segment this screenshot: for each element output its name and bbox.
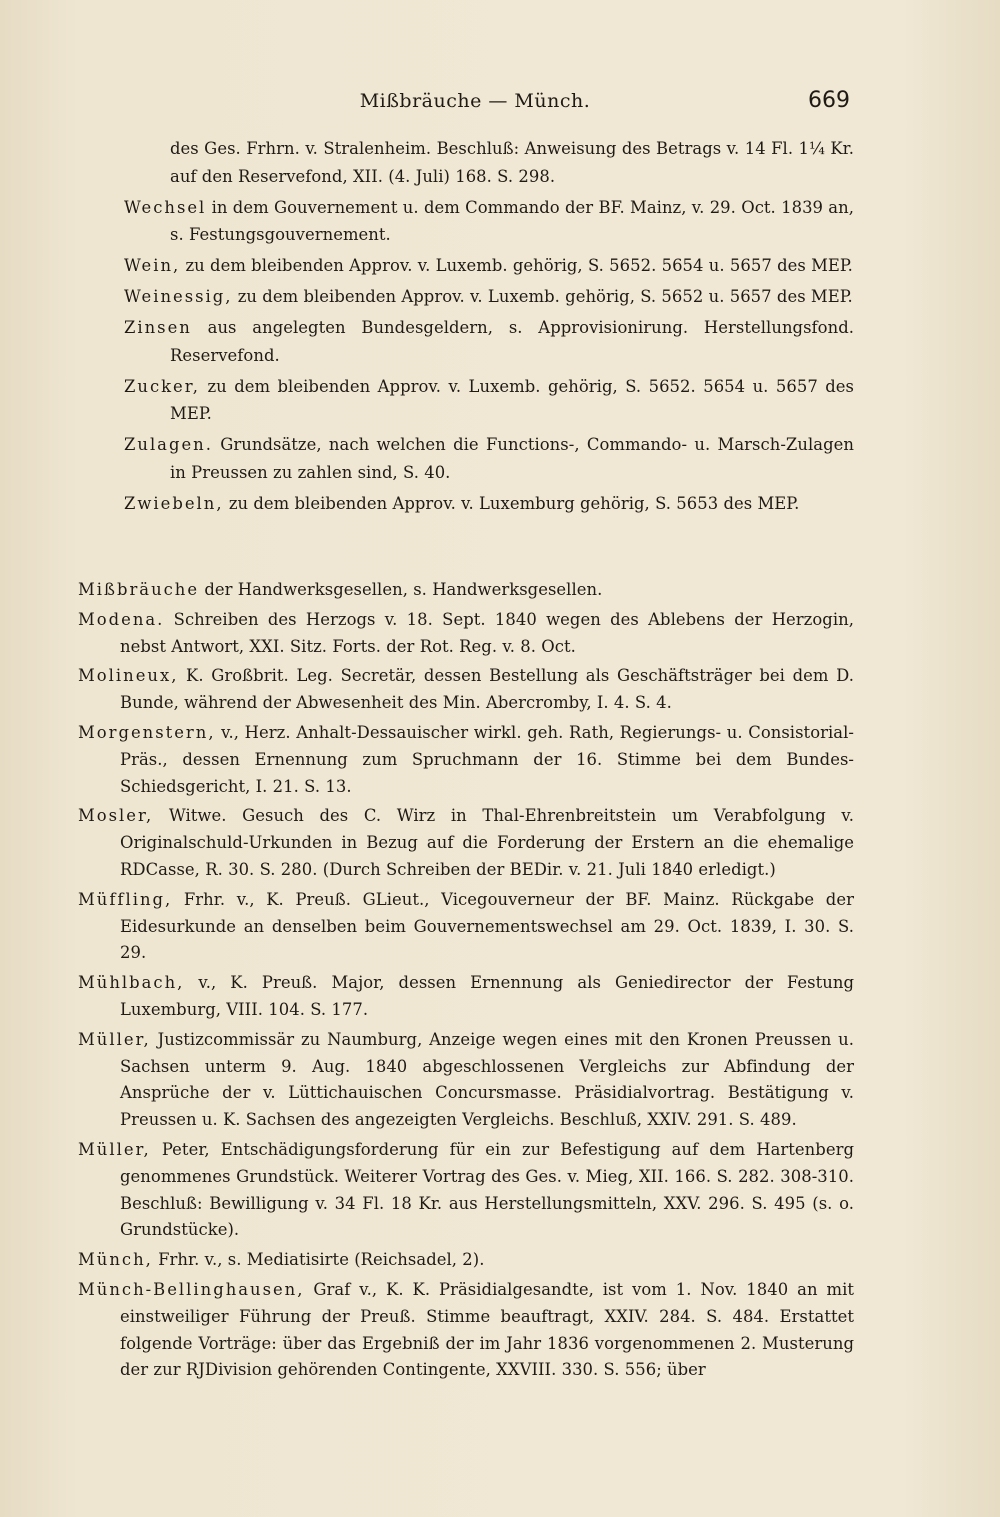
index-entry (78, 887, 854, 967)
index-entry (78, 1027, 854, 1134)
entry-head: Müller, (78, 1029, 151, 1049)
entry-head: Molineux, (78, 666, 179, 686)
entry-head: Zulagen. (124, 435, 213, 454)
entry-text: zu dem bleibenden Approv. v. Luxemb. gehörig, S. 5652. 5654 u. 5657 des MEP. (170, 376, 854, 423)
entry-text: Peter, Entschädigungsforderung für ein zur Befestigung auf dem Hartenberg genommenes Grundstück. Weiterer Vortrag des Ges. v. Mieg, XII. 166. S. 282. 308-310. Beschluß: Bewilligung v. 34 Fl. 18 Kr. aus Herstellungsmitteln, XXV. 296. S. 495 (s. o. Grundstücke). (120, 1139, 854, 1240)
index-entry (78, 252, 854, 280)
entry-head: Müller, (78, 1139, 151, 1159)
page-number: 669 (808, 88, 850, 113)
index-entry (78, 1137, 854, 1244)
index-entry (78, 803, 854, 883)
index-section-continued (78, 135, 854, 521)
index-entry (78, 663, 854, 717)
entry-head: Müffling, (78, 889, 173, 909)
running-head (0, 88, 1000, 128)
index-entry (78, 431, 854, 486)
index-section-m (78, 577, 854, 1387)
entry-text: zu dem bleibenden Approv. v. Luxemb. gehörig, S. 5652 u. 5657 des MEP. (232, 287, 853, 306)
entry-text: zu dem bleibenden Approv. v. Luxemburg gehörig, S. 5653 des MEP. (223, 493, 800, 513)
entry-head: Mosler, (78, 806, 154, 826)
entry-text: des Ges. Frhrn. v. Stralenheim. Beschluß: Anweisung des Betrags v. 14 Fl. 1¼ Kr. auf den Reservefond, XII. (4. Juli) 168. S. 298. (170, 139, 854, 186)
index-entry (78, 970, 854, 1024)
entry-text: Grundsätze, nach welchen die Functions-, Commando- u. Marsch-Zulagen in Preussen zu zahlen sind, S. 40. (170, 435, 854, 482)
entry-head: Wechsel (124, 197, 207, 217)
entry-head: Münch-Bellinghausen, (78, 1279, 305, 1299)
entry-head: Wein, (124, 256, 181, 275)
index-entry (78, 135, 854, 190)
entry-head: Zwiebeln, (124, 493, 224, 513)
entry-text: Schreiben des Herzogs v. 18. Sept. 1840 wegen des Ablebens der Herzogin, nebst Antwort, XXI. Sitz. Forts. der Rot. Reg. v. 8. Oct. (120, 609, 854, 656)
running-title: Mißbräuche — Münch. (359, 90, 591, 112)
index-entry (78, 1277, 854, 1384)
entry-head: Weinessig, (124, 287, 233, 306)
entry-text: K. Großbrit. Leg. Secretär, dessen Bestellung als Geschäftsträger bei dem D. Bunde, während der Abwesenheit des Min. Abercromby, I. 4. S. 4. (120, 666, 854, 713)
entry-head: Modena. (78, 609, 165, 629)
index-entry (78, 314, 854, 369)
entry-text: in dem Gouvernement u. dem Commando der BF. Mainz, v. 29. Oct. 1839 an, s. Festungsgouvernement. (170, 197, 854, 244)
entry-text: Frhr. v., K. Preuß. GLieut., Vicegouverneur der BF. Mainz. Rückgabe der Eidesurkunde an denselben beim Gouvernementswechsel am 29. Oct. 1839, I. 30. S. 29. (120, 889, 854, 963)
index-entry (78, 194, 854, 249)
index-entry (78, 373, 854, 428)
index-entry (78, 720, 854, 800)
entry-text: Witwe. Gesuch des C. Wirz in Thal-Ehrenbreitstein um Verabfolgung v. Originalschuld-Urkunden in Bezug auf die Forderung der Erstern an die ehemalige RDCasse, R. 30. S. 280. (Durch Schreiben der BEDir. v. 21. Juli 1840 erledigt.) (120, 806, 854, 879)
index-entry (78, 490, 854, 518)
entry-head: Zucker, (124, 376, 201, 396)
entry-head: Mißbräuche (78, 580, 200, 599)
entry-text: aus angelegten Bundesgeldern, s. Approvisionirung. Herstellungsfond. Reservefond. (170, 318, 854, 365)
entry-head: Morgenstern, (78, 722, 216, 742)
entry-text: v., K. Preuß. Major, dessen Ernennung als Geniedirector der Festung Luxemburg, VIII. 104. S. 177. (120, 973, 854, 1019)
index-entry (78, 283, 854, 311)
entry-head: Münch, (78, 1250, 153, 1270)
entry-text: Frhr. v., s. Mediatisirte (Reichsadel, 2). (152, 1250, 485, 1270)
entry-text: der Handwerksgesellen, s. Handwerksgesellen. (199, 580, 603, 599)
entry-text: Justizcommissär zu Naumburg, Anzeige wegen eines mit den Kronen Preussen u. Sachsen unterm 9. Aug. 1840 abgeschlossenen Vergleichs zur Abfindung der Ansprüche der v. Lüttichauischen Concursmasse. Präsidialvortrag. Bestätigung v. Preussen u. K. Sachsen des angezeigten Vergleichs. Beschluß, XXIV. 291. S. 489. (120, 1029, 854, 1130)
entry-text: zu dem bleibenden Approv. v. Luxemb. gehörig, S. 5652. 5654 u. 5657 des MEP. (180, 256, 853, 275)
entry-head: Mühlbach, (78, 973, 185, 993)
index-entry (78, 607, 854, 661)
entry-head: Zinsen (124, 318, 192, 337)
index-entry (78, 1247, 854, 1274)
entry-text: Graf v., K. K. Präsidialgesandte, ist vom 1. Nov. 1840 an mit einstweiliger Führung der Preuß. Stimme beauftragt, XXIV. 284. S. 484. Erstattet folgende Vorträge: über das Ergebniß der im Jahr 1836 vorgenommenen 2. Musterung der zur RJDivision gehörenden Contingente, XXVIII. 330. S. 556; über (120, 1279, 854, 1380)
index-entry (78, 577, 854, 604)
entry-text: v., Herz. Anhalt-Dessauischer wirkl. geh. Rath, Regierungs- u. Consistorial-Präs., dessen Ernennung zum Spruchmann der 16. Stimme bei dem Bundes-Schiedsgericht, I. 21. S. 13. (120, 722, 854, 796)
